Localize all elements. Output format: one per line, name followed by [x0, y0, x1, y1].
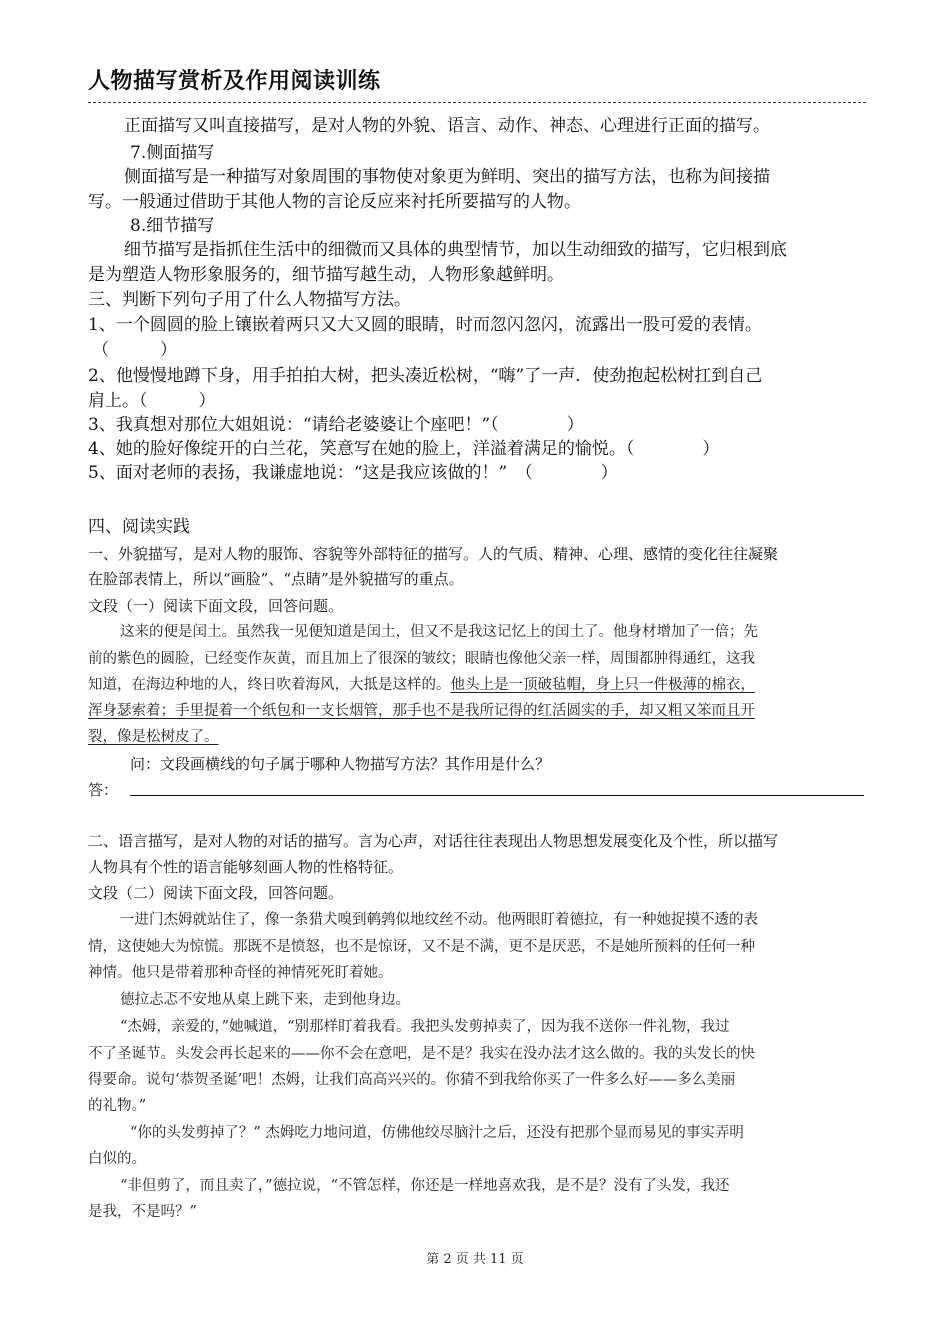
text-line: 侧面描写是一种描写对象周围的事物使对象更为鲜明、突出的描写方法，也称为间接描: [124, 167, 770, 187]
question-text: 问：文段画横线的句子属于哪种人物描写方法？其作用是什么？: [130, 755, 551, 773]
subheading-8: 8.细节描写: [130, 216, 215, 236]
page-title: 人物描写赏析及作用阅读训练: [88, 69, 381, 94]
passage-label: 文段（二）阅读下面文段，回答问题。: [88, 884, 344, 902]
passage-line: [88, 673, 878, 697]
page-number: 第 2 页 共 11 页: [426, 1252, 524, 1267]
passage-line: 得要命。说句‘恭贺圣诞’吧！杰姆，让我们高高兴兴的。你猜不到我给你买了一件多么好——多么美丽: [88, 1072, 736, 1088]
section-heading: 三、判断下列句子用了什么人物描写方法。: [88, 290, 411, 310]
text-line: 在脸部表情上，所以“画脸”、“点睛”是外貌描写的重点。: [88, 570, 464, 588]
underlined-sentence: 裂，像是松树皮了。: [88, 729, 219, 745]
question-3: 3、我真想对那位大姐姐说：“请给老婆婆让个座吧！”（ ）: [88, 415, 584, 435]
passage-line: 的礼物。”: [88, 1098, 147, 1114]
underlined-sentence: 浑身瑟索着；手里提着一个纸包和一支长烟管，那手也不是我所记得的红活圆实的手，却又粗又笨而且开: [88, 703, 755, 719]
passage-line: 白似的。: [88, 1151, 146, 1167]
answer-line[interactable]: [130, 795, 864, 796]
passage-line: “非但剪了，而且卖了，”德拉说，“不管怎样，你还是一样地喜欢我，是不是？没有了头发，我还: [120, 1178, 730, 1194]
passage-line: 一进门杰姆就站住了，像一条猎犬嗅到鹌鹑似地纹丝不动。他两眼盯着德拉，有一种她捉摸不透的表: [120, 912, 758, 928]
text-line: 一、外貌描写，是对人物的服饰、容貌等外部特征的描写。人的气质、精神、心理、感情的变化往往凝聚: [88, 545, 779, 563]
passage-line: “杰姆，亲爱的，”她喊道，“别那样盯着我看。我把头发剪掉卖了，因为我不送你一件礼物，我过: [120, 1019, 730, 1035]
passage-text: 知道，在海边种地的人，终日吹着海风，大抵是这样的。: [88, 677, 451, 693]
text-line: 人物具有个性的语言能够刻画人物的性格特征。: [88, 858, 404, 876]
question-5: 5、面对老师的表扬，我谦虚地说：“这是我应该做的！” （ ）: [88, 463, 618, 483]
answer-blank: （ ）: [92, 340, 177, 360]
passage-line: “你的头发剪掉了？” 杰姆吃力地问道，仿佛他绞尽脑汁之后，还没有把那个显而易见的事实弄明: [130, 1125, 744, 1141]
header-divider: [88, 102, 866, 103]
underlined-sentence: 他头上是一顶破毡帽，身上只一件极薄的棉衣，: [450, 677, 755, 693]
passage-line: 前的紫色的圆脸，已经变作灰黄，而且加上了很深的皱纹；眼睛也像他父亲一样，周围都肿得通红，这我: [88, 651, 755, 667]
question-2-cont: 肩上。（ ）: [88, 391, 216, 411]
question-2: 2、他慢慢地蹲下身，用手拍拍大树，把头凑近松树，“嗨”了一声．使劲抱起松树扛到自己: [88, 366, 763, 386]
passage-line: 不了圣诞节。头发会再长起来的——你不会在意吧，是不是？我实在没办法才这么做的。我的头发长的快: [88, 1046, 755, 1062]
text-line: 是为塑造人物形象服务的，细节描写越生动，人物形象越鲜明。: [88, 265, 564, 285]
text-line: 二、语言描写，是对人物的对话的描写。言为心声，对话往往表现出人物思想发展变化及个性，所以描写: [88, 832, 779, 850]
passage-line: 是我，不是吗？”: [88, 1204, 197, 1220]
question-4: 4、她的脸好像绽开的白兰花，笑意写在她的脸上，洋溢着满足的愉悦。（ ）: [88, 439, 720, 459]
text-line: 写。一般通过借助于其他人物的言论反应来衬托所要描写的人物。: [88, 192, 581, 212]
passage-line: 这来的便是闰土。虽然我一见便知道是闰土，但又不是我这记忆上的闰土了。他身材增加了一倍；先: [120, 624, 758, 640]
section-heading: 四、阅读实践: [88, 517, 190, 537]
answer-label: 答：: [88, 781, 119, 799]
question-1: 1、一个圆圆的脸上镶嵌着两只又大又圆的眼睛，时而忽闪忽闪，流露出一股可爱的表情。: [88, 315, 762, 335]
passage-label: 文段（一）阅读下面文段，回答问题。: [88, 597, 344, 615]
passage-line: 神情。他只是带着那种奇怪的神情死死盯着她。: [88, 965, 393, 981]
text-line: 细节描写是指抓住生活中的细微而又具体的典型情节，加以生动细致的描写，它归根到底: [124, 240, 787, 260]
passage-line: 情，这使她大为惊慌。那既不是愤怒，也不是惊讶，又不是不满，更不是厌恶，不是她所预料的任何一种: [88, 939, 755, 955]
text-line: 正面描写又叫直接描写，是对人物的外貌、语言、动作、神态、心理进行正面的描写。: [124, 116, 770, 136]
passage-line: 德拉忐忑不安地从桌上跳下来，走到他身边。: [120, 992, 410, 1008]
subheading-7: 7.侧面描写: [130, 143, 215, 163]
